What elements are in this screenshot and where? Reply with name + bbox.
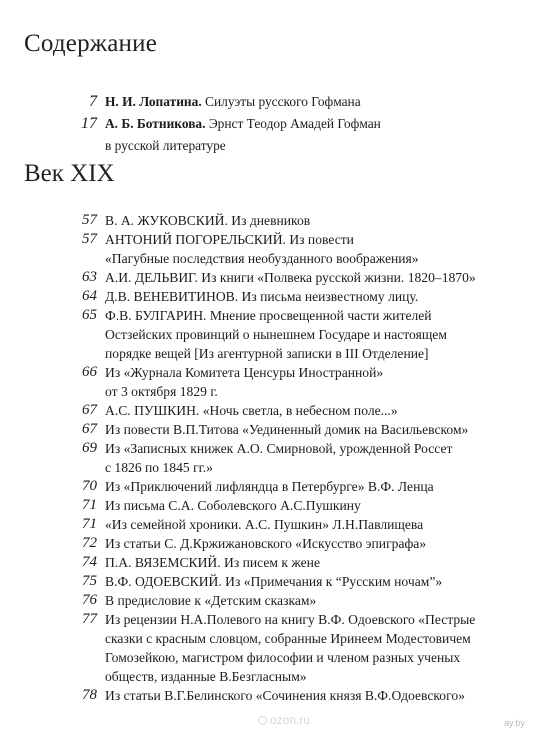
entry-author: Н. И. Лопатина. — [105, 94, 202, 109]
toc-entry — [0, 363, 560, 401]
toc-entry — [0, 211, 560, 230]
entry-line: Из повести В.П.Титова «Уединенный домик на Васильевском» — [105, 422, 469, 437]
intro-list — [0, 91, 560, 157]
page-number: 70 — [82, 478, 97, 494]
entry-line: А.С. ПУШКИН. «Ночь светла, в небесном поле...» — [105, 403, 398, 418]
page-number: 75 — [82, 573, 97, 589]
page-number: 64 — [82, 288, 97, 304]
toc-entry — [0, 610, 560, 686]
entry-line: обществ, изданные В.Безгласным» — [105, 669, 307, 684]
page-number: 74 — [82, 554, 97, 570]
watermark-ayby: ay.by — [504, 718, 525, 728]
page-number: 71 — [82, 516, 97, 532]
entry-line: Остзейских провинций о нынешнем Государе и настоящем — [105, 327, 447, 342]
watermark-logo-icon — [258, 716, 267, 725]
entry-line — [105, 91, 535, 113]
entry-line: с 1826 по 1845 гг.» — [105, 460, 213, 475]
page-number: 78 — [82, 687, 97, 703]
entry-line — [105, 113, 535, 135]
entry-line: Из статьи В.Г.Белинского «Сочинения князя В.Ф.Одоевского» — [105, 688, 465, 703]
entry-author: А. Б. Ботникова. — [105, 116, 206, 131]
entry-line: Из письма С.А. Соболевского А.С.Пушкину — [105, 498, 361, 513]
page-number: 66 — [82, 364, 97, 380]
toc-entry — [0, 686, 560, 705]
entry-line: Ф.В. БУЛГАРИН. Мнение просвещенной части жителей — [105, 308, 432, 323]
toc-entry — [0, 420, 560, 439]
entry-line: Из «Приключений лифляндца в Петербурге» В.Ф. Ленца — [105, 479, 434, 494]
entry-line: «Пагубные последствия необузданного воображения» — [105, 251, 419, 266]
page-number: 67 — [82, 402, 97, 418]
toc-entry — [0, 591, 560, 610]
entry-line: Из «Записных книжек А.О. Смирновой, урожденной Россет — [105, 441, 453, 456]
entry-line: порядке вещей [Из агентурной записки в III Отделение] — [105, 346, 429, 361]
entry-line: В предисловие к «Детским сказкам» — [105, 593, 317, 608]
entry-title: Эрнст Теодор Амадей Гофман — [205, 116, 381, 131]
page-number: 63 — [82, 269, 97, 285]
toc-entry — [0, 496, 560, 515]
entry-line: П.А. ВЯЗЕМСКИЙ. Из писем к жене — [105, 555, 320, 570]
page-number: 76 — [82, 592, 97, 608]
entry-line: сказки с красным словцом, собранные Иринеем Модестовичем — [105, 631, 471, 646]
entry-line: Из рецензии Н.А.Полевого на книгу В.Ф. Одоевского «Пестрые — [105, 612, 476, 627]
entry-line — [105, 135, 535, 157]
entry-title: в русской литературе — [105, 138, 226, 153]
watermark-text: ozon.ru — [270, 713, 311, 727]
page-number: 57 — [82, 212, 97, 228]
toc-list — [0, 211, 560, 705]
toc-entry — [0, 534, 560, 553]
page-number: 65 — [82, 307, 97, 323]
page-number: 17 — [81, 115, 97, 132]
page-title: Содержание — [24, 30, 157, 57]
entry-line: В. А. ЖУКОВСКИЙ. Из дневников — [105, 213, 311, 228]
toc-entry — [0, 91, 560, 113]
page-number: 69 — [82, 440, 97, 456]
toc-entry — [0, 268, 560, 287]
watermark-ozon — [258, 713, 310, 727]
entry-line: Из статьи С. Д.Кржижановского «Искусство эпиграфа» — [105, 536, 427, 551]
toc-entry — [0, 439, 560, 477]
toc-entry — [0, 287, 560, 306]
entry-line: В.Ф. ОДОЕВСКИЙ. Из «Примечания к “Русским ночам”» — [105, 574, 443, 589]
toc-entry — [0, 401, 560, 420]
toc-entry — [0, 230, 560, 268]
toc-entry — [0, 515, 560, 534]
page-number: 7 — [89, 93, 97, 110]
toc-entry — [0, 113, 560, 157]
section-title: Век XIX — [24, 160, 115, 187]
toc-entry — [0, 553, 560, 572]
entry-title: Силуэты русского Гофмана — [201, 94, 361, 109]
entry-line: АНТОНИЙ ПОГОРЕЛЬСКИЙ. Из повести — [105, 232, 354, 247]
entry-line: от 3 октября 1829 г. — [105, 384, 218, 399]
entry-line: «Из семейной хроники. А.С. Пушкин» Л.Н.Павлищева — [105, 517, 424, 532]
entry-line: Из «Журнала Комитета Ценсуры Иностранной» — [105, 365, 384, 380]
page-number: 77 — [82, 611, 97, 627]
page-number: 57 — [82, 231, 97, 247]
page-number: 67 — [82, 421, 97, 437]
page-number: 72 — [82, 535, 97, 551]
entry-line: Гомозейкою, магистром философии и членом разных ученых — [105, 650, 461, 665]
page-number: 71 — [82, 497, 97, 513]
entry-line: А.И. ДЕЛЬВИГ. Из книги «Полвека русской жизни. 1820–1870» — [105, 270, 476, 285]
toc-entry — [0, 306, 560, 363]
entry-line: Д.В. ВЕНЕВИТИНОВ. Из письма неизвестному лицу. — [105, 289, 419, 304]
toc-entry — [0, 477, 560, 496]
toc-entry — [0, 572, 560, 591]
